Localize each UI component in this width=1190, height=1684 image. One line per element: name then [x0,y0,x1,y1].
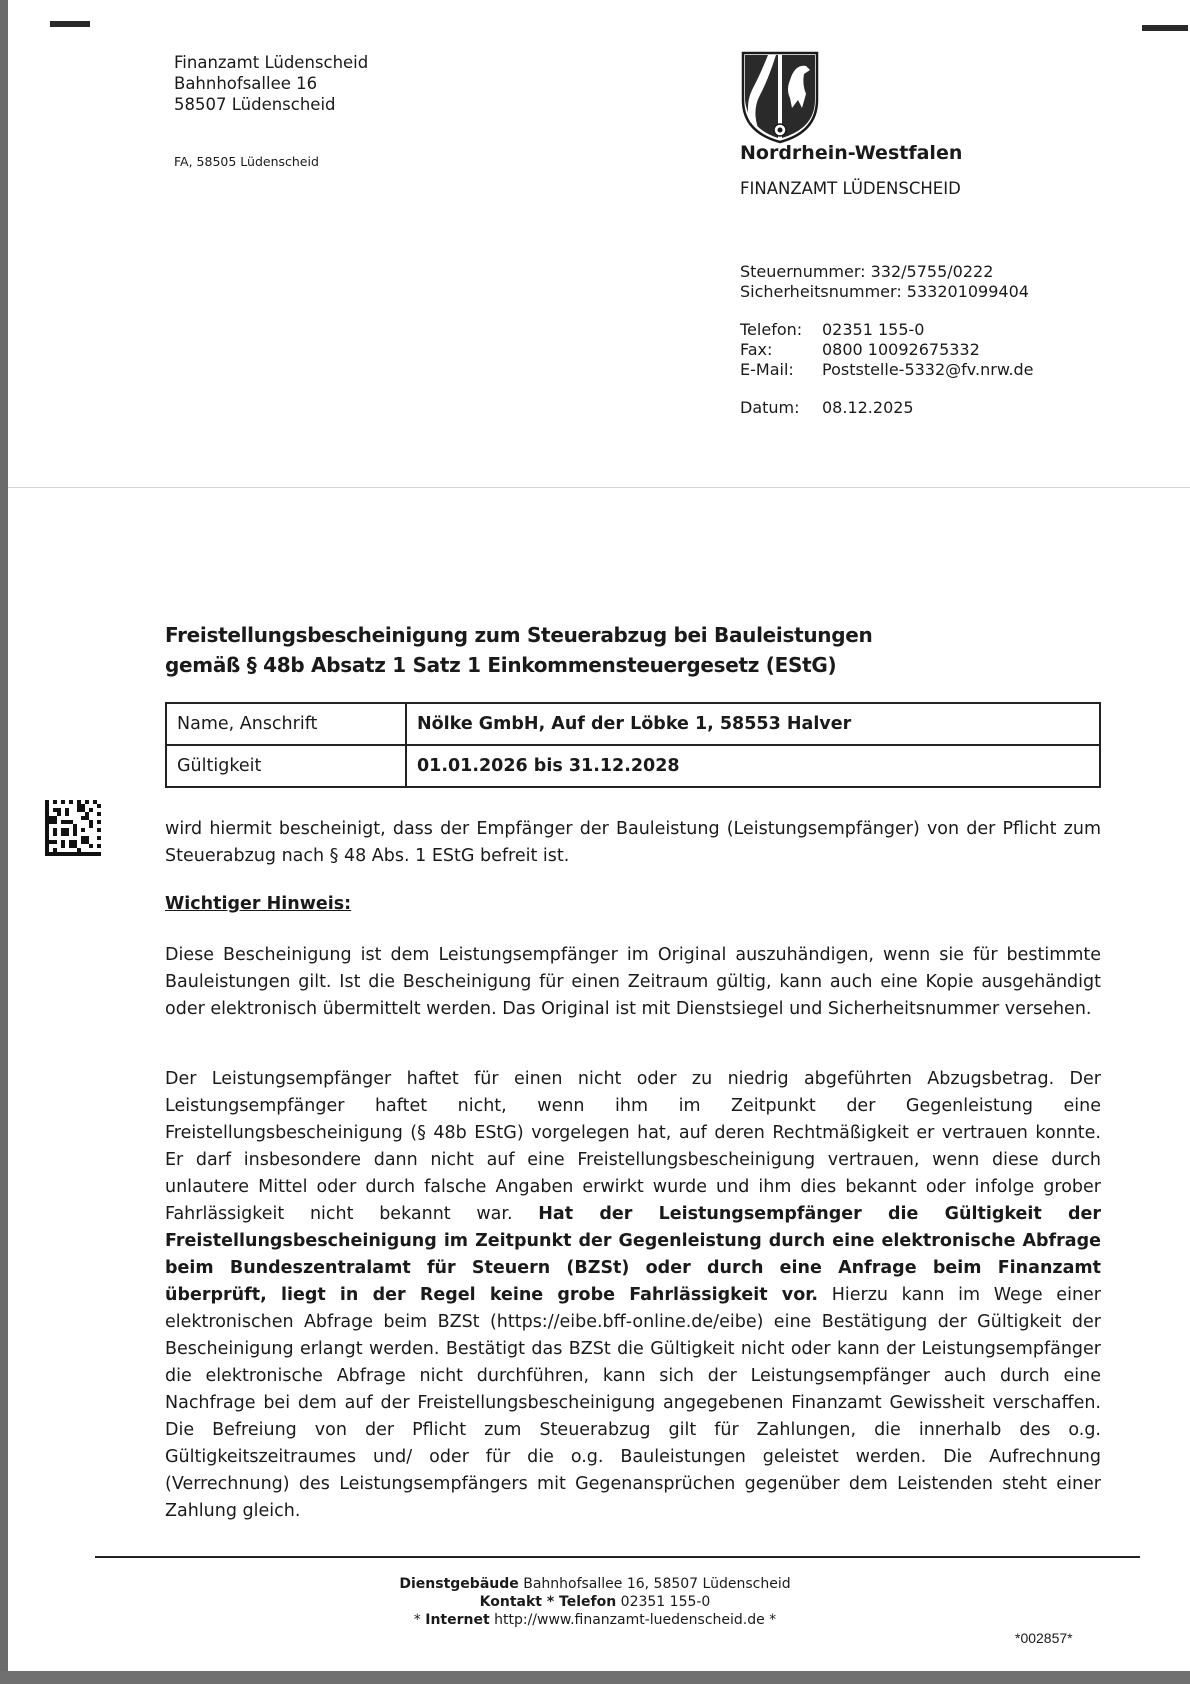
name-address-value: Nölke GmbH, Auf der Löbke 1, 58553 Halver [406,703,1100,745]
liability-text-continued: Hierzu kann im Wege einer elektronischen Abfrage beim BZSt (https://eibe.bff-online.de/eibe) eine Bestätigung der Gültigkeit der Bescheinigung erlangt werden. Bestätigt das BZSt die Gültigkeit nicht oder kann der Leistungsempfänger die elektronische Abfrage nicht durchführen, kann sich der Leistungsempfänger auch durch eine Nachfrage bei dem auf der Freistellungsbescheinigung angegebenen Finanzamt Gewissheit verschaffen. Die Befreiung von der Pflicht zum Steuerabzug gilt für Zahlungen, die innerhalb des o.g. Gültigkeitszeitraumes und/ oder für die o.g. Bauleistungen geleistet werden. Die Aufrechnung (Verrechnung) des Leistungsempfängers mit Gegenansprüchen gegenüber dem Leistenden steht einer Zahlung gleich. [165,1285,1101,1521]
document-code: *002857* [1015,1630,1073,1646]
state-name: Nordrhein-Westfalen [740,142,963,164]
scan-edge-left [0,0,8,1684]
footer-building-label: Dienstgebäude [399,1576,519,1592]
date-value: 08.12.2025 [822,398,914,417]
footer-contact [300,1593,890,1611]
footer-building [300,1575,890,1593]
title-line: Freistellungsbescheinigung zum Steuerabzug bei Bauleistungen [165,623,873,647]
fax-value: 0800 10092675332 [822,340,980,359]
name-address-label: Name, Anschrift [166,703,406,745]
liability-bold-text: Hat der Leistungsempfänger die Gültigkeit der Freistellungsbescheinigung im Zeitpunkt der Gegenleistung durch eine elektronische Abfrage beim Bundeszentralamt für Steuern (BZSt) oder durch eine Anfrage beim Finanzamt überprüft, liegt in der Regel keine grobe Fahrlässigkeit vor. [165,1204,1102,1305]
footer-contact-value: 02351 155-0 [616,1594,711,1610]
footer-divider [95,1556,1140,1558]
validity-value: 01.01.2026 bis 31.12.2028 [406,745,1100,787]
table-row [166,745,1100,787]
paragraph-original: Diese Bescheinigung ist dem Leistungsempfänger im Original auszuhändigen, wenn sie für bestimmte Bauleistungen gilt. Ist die Bescheinigung für einen Zeitraum gültig, kann auch eine Kopie ausgehändigt oder elektronisch übermittelt werden. Das Original ist mit Dienstsiegel und Sicherheitsnummer versehen. [165,945,1101,1019]
email-value: Poststelle-5332@fv.nrw.de [822,360,1034,379]
email-label: E-Mail: [740,360,794,379]
footer [300,1575,890,1629]
phone-row [740,320,1034,340]
liability-text: Der Leistungsempfänger haftet für einen nicht oder zu niedrig abgeführten Abzugsbetrag. Der Leistungsempfänger haftet nicht, wenn ihm im Zeitpunkt der Gegenleistung eine Freistellungsbescheinigung (§ 48b EStG) vorgelegen hat, auf deren Rechtmäßigkeit er vertrauen konnte. Er darf insbesondere dann nicht auf eine Freistellungsbescheinigung vertrauen, wenn diese durch unlautere Mittel oder durch falsche Angaben erwirkt wurde und ihm dies bekannt oder infolge grober Fahrlässigkeit nicht bekannt war. [165,1069,1101,1224]
sender-line: Bahnhofsallee 16 [174,74,318,93]
nrw-coat-of-arms-icon [740,50,820,145]
tax-ids [740,262,1029,302]
footer-contact-label: Kontakt * Telefon [479,1594,617,1610]
important-note-heading: Wichtiger Hinweis: [165,894,352,914]
office-name: FINANZAMT LÜDENSCHEID [740,179,961,198]
table-row [166,703,1100,745]
sender-line: Finanzamt Lüdenscheid [174,53,369,72]
intro-text: wird hiermit bescheinigt, dass der Empfänger der Bauleistung (Leistungsempfänger) von der Pflicht zum Steuerabzug nach § 48 Abs. 1 EStG befreit ist. [165,819,1101,866]
date-row [740,398,914,418]
date-info [740,398,914,418]
footer-internet-link[interactable]: http://www.finanzamt-luedenscheid.de * [489,1612,777,1628]
datamatrix-code-icon [45,800,101,856]
footer-internet [300,1611,890,1629]
scan-edge-bottom [0,1671,1190,1684]
title-line: gemäß § 48b Absatz 1 Satz 1 Einkommensteuergesetz (EStG) [165,653,837,677]
return-address: FA, 58505 Lüdenscheid [174,154,319,169]
fold-mark-left [50,21,90,27]
fold-line [8,487,1190,488]
tax-number: Steuernummer: 332/5755/0222 [740,262,994,281]
certificate-table [165,702,1101,788]
footer-building-value: Bahnhofsallee 16, 58507 Lüdenscheid [518,1576,791,1592]
phone-value: 02351 155-0 [822,320,925,339]
phone-label: Telefon: [740,320,803,339]
fax-label: Fax: [740,340,773,359]
contact-info [740,320,1034,380]
footer-internet-prefix: * [413,1612,426,1628]
paragraph-liability [165,1066,1101,1525]
footer-internet-label: Internet [425,1612,490,1628]
fold-mark-right [1142,25,1188,31]
document-title [165,620,872,680]
date-label: Datum: [740,398,800,417]
fax-row [740,340,1034,360]
sender-line: 58507 Lüdenscheid [174,95,336,114]
sender-address [174,52,368,115]
validity-label: Gültigkeit [166,745,406,787]
email-row [740,360,1034,380]
security-number: Sicherheitsnummer: 533201099404 [740,282,1029,301]
